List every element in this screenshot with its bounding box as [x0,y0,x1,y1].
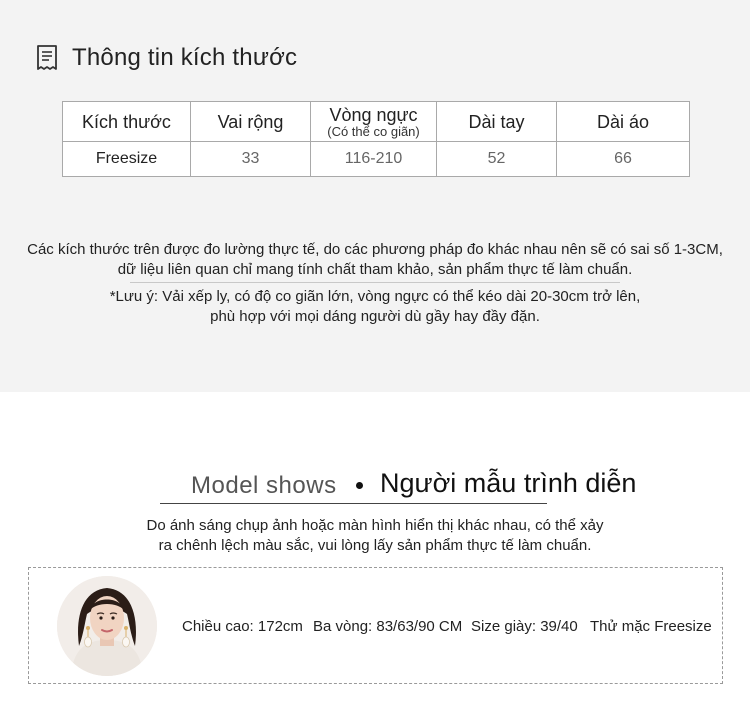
model-shows-heading [0,466,750,506]
size-table-header-row [63,102,690,142]
receipt-icon [36,45,58,71]
header-length: Dài áo [557,102,690,142]
model-shoe-size: Size giày: 39/40 [471,618,578,635]
model-shows-title-en: Model shows [191,472,337,499]
header-shoulder: Vai rộng [191,102,311,142]
model-avatar [57,576,157,676]
model-info-card [28,567,723,684]
model-shows-title-vi: Người mẫu trình diễn [380,468,637,498]
caution-note: *Lưu ý: Vải xếp ly, có độ co giãn lớn, vòng ngực có thể kéo dài 20-30cm trở lên, phù hợp với mọi dáng người dù gầy hay đầy đặn. [109,288,641,325]
bullet-dot-icon [356,482,363,489]
model-height: Chiều cao: 172cm [182,618,303,635]
model-measurements: Ba vòng: 83/63/90 CM [313,618,463,635]
cell-size: Freesize [63,142,191,177]
header-sleeve: Dài tay [437,102,557,142]
size-info-title: Thông tin kích thước [72,44,298,71]
model-portrait-icon [57,576,157,676]
model-tried-size: Thử mặc Freesize [590,618,712,635]
size-table [62,101,690,177]
note-divider [130,282,620,283]
cell-chest: 116-210 [311,142,437,177]
cell-length: 66 [557,142,690,177]
cell-sleeve: 52 [437,142,557,177]
header-chest: Vòng ngực (Có thể co giãn) [311,102,437,142]
size-info-heading [36,44,297,72]
measurement-note: Các kích thước trên được đo lường thực tế, do các phương pháp đo khác nhau nên sẽ có sai số 1-3CM, dữ liệu liên quan chỉ mang tính chất tham khảo, sản phẩm thực tế làm chuẩn. [27,241,723,278]
cell-shoulder: 33 [191,142,311,177]
heading-underline [160,503,547,504]
color-note-line2: ra chênh lệch màu sắc, vui lòng lấy sản phẩm thực tế làm chuẩn. [158,537,592,554]
color-note-line1: Do ánh sáng chụp ảnh hoặc màn hình hiển thị khác nhau, có thể xảy [146,517,604,534]
table-row [63,142,690,177]
header-size: Kích thước [63,102,191,142]
